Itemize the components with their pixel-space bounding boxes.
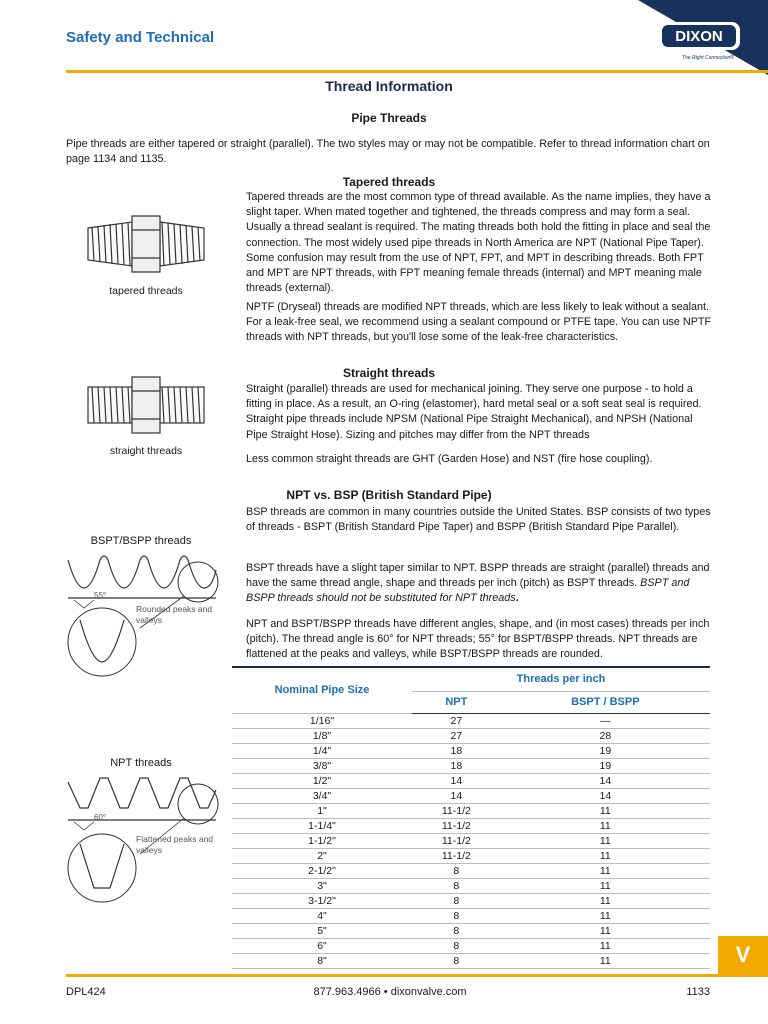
cell-size: 5" [232,923,412,938]
col-bsp: BSPT / BSPP [501,691,710,713]
cell-npt: 8 [412,908,501,923]
cell-bsp: 19 [501,743,710,758]
straight-caption: straight threads [109,445,183,457]
cell-bsp: 11 [501,848,710,863]
table-row [232,773,710,788]
col-nominal-size: Nominal Pipe Size [232,667,412,713]
straight-paragraph-1: Straight (parallel) threads are used for mechanical joining. They serve one purpose - to hold a fitting in place. As a result, an O-ring (elastomer), hard metal seal or a soft seat seal is required. Straight pipe threads include NPSM (National Pipe Straight Mechanical), and NPSH (National Pipe Straight Hose). Sizing and pitches may differ from the NPT threads [246,383,702,441]
table-row [232,728,710,743]
bsp-angle-label: 55° [94,591,107,600]
cell-npt: 8 [412,923,501,938]
table-row [232,908,710,923]
tapered-heading: Tapered threads [342,175,436,189]
page-title: Thread Information [325,78,453,94]
cell-npt: 27 [412,728,501,743]
cell-bsp: — [501,713,710,728]
cell-bsp: 11 [501,923,710,938]
section-tab: V [718,936,768,974]
cell-size: 2" [232,848,412,863]
npt-figure-title: NPT threads [110,757,172,769]
table-row [232,938,710,953]
cell-npt: 18 [412,758,501,773]
cell-npt: 18 [412,743,501,758]
table-row [232,788,710,803]
cell-size: 6" [232,938,412,953]
cell-size: 1/2" [232,773,412,788]
cell-bsp: 14 [501,788,710,803]
cell-size: 1/16" [232,713,412,728]
cell-size: 3/8" [232,758,412,773]
npt-bsp-paragraph-1: BSP threads are common in many countries outside the United States. BSP consists of two types of threads - BSPT (British Standard Pipe Taper) and BSPP (British Standard Pipe Parallel). [246,506,711,534]
npt-flattened-label: Flattened peaks and valleys [136,834,214,855]
cell-bsp: 11 [501,893,710,908]
cell-size: 3" [232,878,412,893]
pipe-threads-heading: Pipe Threads [351,111,427,125]
table-row [232,833,710,848]
cell-npt: 11-1/2 [412,818,501,833]
cell-npt: 11-1/2 [412,803,501,818]
cell-npt: 8 [412,878,501,893]
cell-npt: 8 [412,938,501,953]
cell-bsp: 11 [501,878,710,893]
tapered-fitting-illustration [86,212,206,276]
cell-bsp: 28 [501,728,710,743]
col-npt: NPT [412,691,501,713]
cell-npt: 8 [412,863,501,878]
cell-npt: 27 [412,713,501,728]
cell-bsp: 11 [501,938,710,953]
cell-npt: 8 [412,953,501,968]
npt-bsp-paragraph-2: BSPT threads have a slight taper similar to NPT. BSPP threads are straight (parallel) threads and have the same thread angle, shape and threads per inch (pitch) as BSPT threads. BSPT and BSPP threads should not be substituted for NPT threads. [246,562,710,605]
cell-size: 1-1/2" [232,833,412,848]
col-threads-per-inch: Threads per inch [412,667,710,691]
straight-fitting-illustration [86,375,206,435]
straight-heading: Straight threads [342,366,435,380]
cell-npt: 14 [412,788,501,803]
straight-paragraph-2: Less common straight threads are GHT (Garden Hose) and NST (fire hose coupling). [246,453,653,465]
cell-npt: 11-1/2 [412,848,501,863]
table-row [232,878,710,893]
cell-bsp: 11 [501,803,710,818]
cell-size: 1" [232,803,412,818]
npt-bsp-paragraph-3: NPT and BSPT/BSPP threads have different angles, shape, and (in most cases) threads per inch (pitch). The thread angle is 60° for NPT threads; 55° for BSPT/BSPP threads. NPT threads are flattened at the peaks and valleys, while BSPT/BSPP threads are rounded. [246,618,710,661]
table-row [232,758,710,773]
cell-bsp: 11 [501,833,710,848]
table-row [232,743,710,758]
footer-catalog-code: DPL424 [66,986,106,998]
cell-size: 1/4" [232,743,412,758]
table-row [232,803,710,818]
tapered-paragraph-2: NPTF (Dryseal) threads are modified NPT threads, which are less likely to leak without a sealant. For a leak-free seal, we recommend using a sealant compound or PTFE tape. You can use NPTF threads with NPT threads, but you'll lose some of the leak-free characteristics. [246,301,712,344]
cell-npt: 8 [412,893,501,908]
cell-bsp: 11 [501,818,710,833]
bsp-figure-title: BSPT/BSPP threads [90,535,192,547]
cell-size: 1/8" [232,728,412,743]
cell-size: 3-1/2" [232,893,412,908]
cell-bsp: 19 [501,758,710,773]
tapered-caption: tapered threads [109,285,183,297]
npt-bsp-heading: NPT vs. BSP (British Standard Pipe) [286,488,492,502]
cell-npt: 11-1/2 [412,833,501,848]
npt-angle-label: 60° [94,813,107,822]
cell-bsp: 11 [501,908,710,923]
table-row [232,953,710,968]
table-row [232,923,710,938]
cell-size: 4" [232,908,412,923]
table-row [232,713,710,728]
cell-bsp: 11 [501,953,710,968]
section-title: Safety and Technical [66,29,215,46]
pipe-threads-intro: Pipe threads are either tapered or straight (parallel). The two styles may or may not be compatible. Refer to thread information chart on page 1134 and 1135. [66,138,710,166]
cell-bsp: 14 [501,773,710,788]
table-row [232,893,710,908]
table-row [232,863,710,878]
footer-page-number: 1133 [686,986,710,998]
cell-bsp: 11 [501,863,710,878]
thread-table [232,666,710,969]
cell-size: 3/4" [232,788,412,803]
table-row [232,848,710,863]
table-body [232,713,710,968]
bsp-rounded-label: Rounded peaks and valleys [136,604,213,625]
cell-npt: 14 [412,773,501,788]
cell-size: 2-1/2" [232,863,412,878]
logo-text: DIXON [675,28,723,45]
header-rule [66,70,768,73]
cell-size: 1-1/4" [232,818,412,833]
footer-contact: 877.963.4966 • dixonvalve.com [313,986,467,998]
logo-tagline: The Right Connection® [681,55,734,61]
tapered-paragraph-1: Tapered threads are the most common type of thread available. As the name implies, they have a slight taper. When mated together and tightened, the threads compress and may form a seal. Usually a thread sealant is required. The mating threads both hold the fitting in place and seal the connection. The most widely used pipe threads in North America are NPT (National Pipe Taper). Some confusion may result from the use of NPT, FPT, and MPT in describing threads. Both FPT and MPT are NPT threads, with FPT meaning female threads (internal) and MPT meaning male threads (external). [246,191,711,295]
dixon-logo [638,0,768,75]
table-row [232,818,710,833]
footer-rule [66,974,768,977]
cell-size: 8" [232,953,412,968]
